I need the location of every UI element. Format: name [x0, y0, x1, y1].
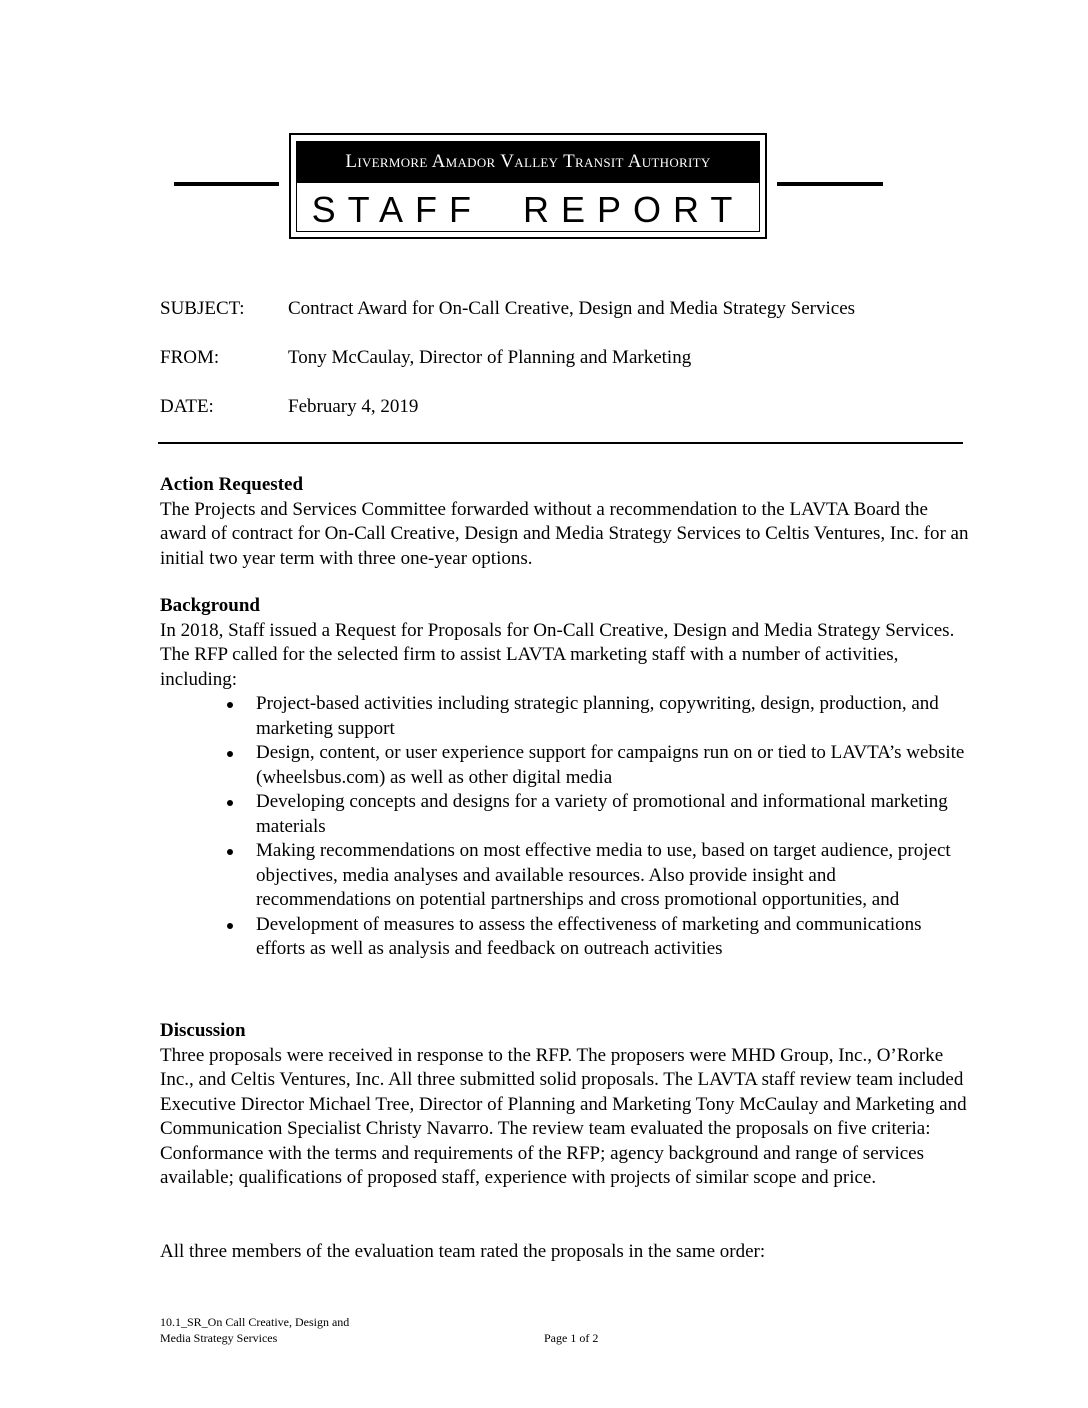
list-item: Development of measures to assess the effectiveness of marketing and communications efforts as well as analysis and feedback on outreach activities: [160, 913, 970, 962]
activities-list: [160, 692, 970, 962]
date-field: [160, 395, 418, 419]
date-value: February 4, 2019: [288, 396, 419, 417]
header-rule-left: [174, 182, 279, 186]
from-field: [160, 346, 691, 370]
header-divider: [158, 442, 963, 444]
list-item: Developing concepts and designs for a variety of promotional and informational marketing materials: [160, 790, 970, 839]
footer-file-line-2: Media Strategy Services: [160, 1331, 278, 1345]
list-item: Making recommendations on most effective media to use, based on target audience, project objectives, media analyses and available resources. Also provide insight and recommendations on potential partnerships and cross promotional opportunities, and: [160, 839, 970, 913]
discussion-heading: Discussion: [160, 1020, 246, 1041]
action-requested-heading: Action Requested: [160, 474, 304, 495]
discussion-text: Three proposals were received in response to the RFP. The proposers were MHD Group, Inc., O’Rorke Inc., and Celtis Ventures, Inc. All three submitted solid proposals. The LAVTA staff review team included Executive Director Michael Tree, Director of Planning and Marketing Tony McCaulay and Marketing and Communication Specialist Christy Navarro. The review team evaluated the proposals on five criteria: Conformance with the terms and requirements of the RFP; agency background and range of services available; qualifications of proposed staff, experience with projects of similar scope and price.: [160, 1044, 967, 1188]
agency-name: Livermore Amador Valley Transit Authority: [296, 141, 760, 183]
list-item: Design, content, or user experience support for campaigns run on or tied to LAVTA’s website (wheelsbus.com) as well as other digital media: [160, 741, 970, 790]
subject-label: SUBJECT:: [160, 298, 245, 319]
background-section: [160, 594, 970, 962]
footer-file-line-1: 10.1_SR_On Call Creative, Design and: [160, 1315, 350, 1329]
date-label: DATE:: [160, 396, 214, 417]
action-requested-section: [160, 473, 970, 571]
bullet-icon: [227, 800, 233, 806]
from-label: FROM:: [160, 347, 220, 368]
from-value: Tony McCaulay, Director of Planning and Marketing: [288, 347, 692, 368]
bullet-icon: [227, 849, 233, 855]
bullet-icon: [227, 702, 233, 708]
background-text: In 2018, Staff issued a Request for Proposals for On-Call Creative, Design and Media Strategy Services. The RFP called for the selected firm to assist LAVTA marketing staff with a number of activities, including:: [160, 619, 955, 690]
subject-value: Contract Award for On-Call Creative, Design and Media Strategy Services: [288, 298, 856, 319]
report-title: STAFF REPORT: [311, 189, 745, 230]
subject-field: [160, 297, 855, 321]
evaluation-intro-text: All three members of the evaluation team rated the proposals in the same order:: [160, 1241, 766, 1262]
list-item: Project-based activities including strategic planning, copywriting, design, production, and marketing support: [160, 692, 970, 741]
bullet-icon: [227, 751, 233, 757]
bullet-icon: [227, 923, 233, 929]
header-rule-right: [777, 182, 883, 186]
background-heading: Background: [160, 595, 260, 616]
action-requested-text: The Projects and Services Committee forwarded without a recommendation to the LAVTA Board the award of contract for On-Call Creative, Design and Media Strategy Services to Celtis Ventures, Inc. for an initial two year term with three one-year options.: [160, 498, 969, 569]
evaluation-intro: [160, 1240, 970, 1265]
discussion-section: [160, 1019, 970, 1191]
page-number: Page 1 of 2: [544, 1331, 599, 1345]
footer-file-name: [160, 1314, 460, 1346]
